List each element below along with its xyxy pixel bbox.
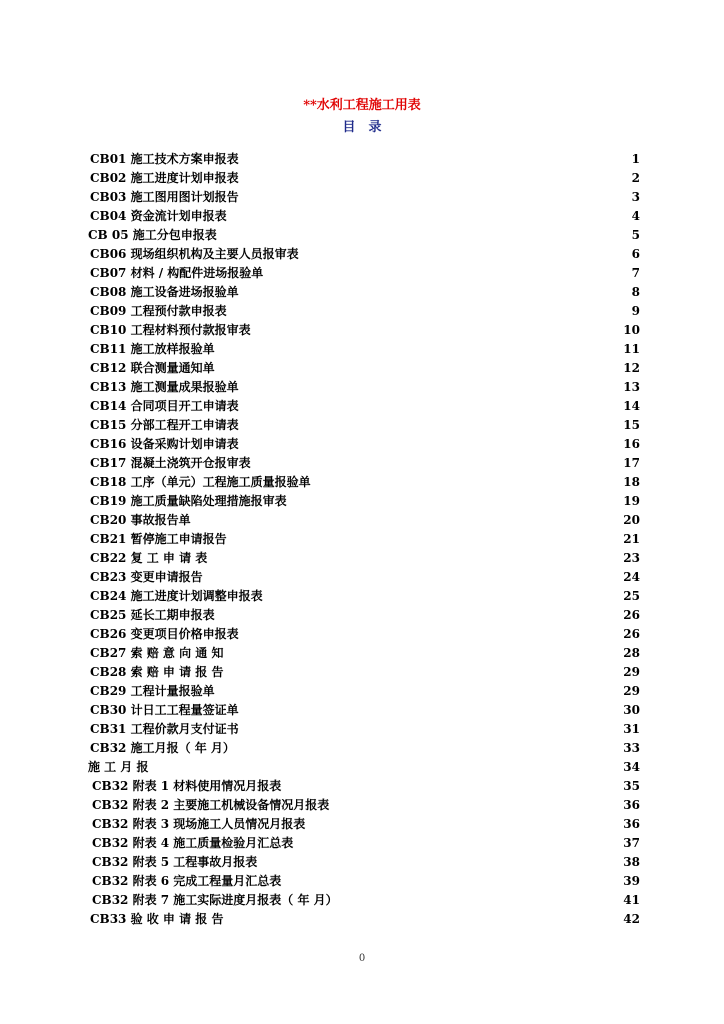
toc-entry-page-number: 29 [623,665,640,679]
toc-entry-page-number: 33 [623,741,640,755]
toc-entry[interactable] [88,910,640,929]
toc-entry[interactable] [88,663,640,682]
toc-entry[interactable] [88,340,640,359]
toc-entry[interactable] [88,226,640,245]
toc-entry[interactable] [88,739,640,758]
toc-entry-label: CB06 现场组织机构及主要人员报审表 [90,247,299,261]
toc-entry-label: CB32 附表 4 施工质量检验月汇总表 [92,836,294,850]
toc-entry-label: CB26 变更项目价格申报表 [90,627,239,641]
toc-entry[interactable] [88,587,640,606]
toc-entry-label: CB11 施工放样报验单 [90,342,215,356]
toc-entry[interactable] [88,777,640,796]
toc-entry[interactable] [88,473,640,492]
toc-entry-label: CB03 施工图用图计划报告 [90,190,239,204]
toc-entry-label: CB28 索 赔 申 请 报 告 [90,665,224,679]
toc-entry-page-number: 9 [631,304,640,318]
toc-entry[interactable] [88,796,640,815]
toc-entry-page-number: 6 [631,247,640,261]
toc-entry-label: CB27 索 赔 意 向 通 知 [90,646,224,660]
page-number: 0 [358,953,366,964]
toc-entry-page-number: 26 [623,627,640,641]
toc-entry-page-number: 5 [631,228,640,242]
toc-entry-page-number: 20 [623,513,640,527]
toc-entry-page-number: 18 [623,475,640,489]
toc-entry[interactable] [88,302,640,321]
toc-entry-label: CB32 附表 2 主要施工机械设备情况月报表 [92,798,330,812]
toc-entry[interactable] [88,321,640,340]
toc-entry-label: CB31 工程价款月支付证书 [90,722,239,736]
toc-entry[interactable] [88,701,640,720]
toc-entry-page-number: 36 [623,798,640,812]
toc-entry-page-number: 41 [623,893,640,907]
toc-entry-page-number: 16 [623,437,640,451]
toc-entry-page-number: 15 [623,418,640,432]
toc-entry-page-number: 11 [623,342,640,356]
toc-entry-label: 施 工 月 报 [88,760,149,774]
toc-entry-label: CB 05 施工分包申报表 [88,228,217,242]
toc-entry-page-number: 39 [623,874,640,888]
toc-entry-page-number: 28 [623,646,640,660]
toc-entry-page-number: 21 [623,532,640,546]
toc-entry-label: CB29 工程计量报验单 [90,684,215,698]
toc-entry-page-number: 30 [623,703,640,717]
toc-entry-page-number: 10 [623,323,640,337]
toc-entry-label: CB07 材料 / 构配件进场报验单 [90,266,264,280]
toc-entry-page-number: 37 [623,836,640,850]
toc-entry-page-number: 14 [623,399,640,413]
toc-entry-label: CB04 资金流计划申报表 [90,209,227,223]
toc-entry-label: CB21 暂停施工申请报告 [90,532,227,546]
toc-entry[interactable] [88,359,640,378]
toc-entry-label: CB01 施工技术方案申报表 [90,152,239,166]
toc-entry-label: CB14 合同项目开工申请表 [90,399,239,413]
toc-entry[interactable] [88,834,640,853]
table-of-contents [88,150,640,929]
toc-entry-label: CB15 分部工程开工申请表 [90,418,239,432]
toc-entry-label: CB25 延长工期申报表 [90,608,215,622]
toc-entry[interactable] [88,397,640,416]
toc-entry-page-number: 36 [623,817,640,831]
toc-entry-label: CB32 附表 1 材料使用情况月报表 [92,779,282,793]
toc-entry-page-number: 2 [631,171,640,185]
toc-entry-page-number: 26 [623,608,640,622]
toc-entry-label: CB32 附表 5 工程事故月报表 [92,855,258,869]
toc-entry-page-number: 8 [631,285,640,299]
toc-entry-label: CB02 施工进度计划申报表 [90,171,239,185]
toc-entry[interactable] [88,435,640,454]
toc-entry[interactable] [88,188,640,207]
toc-entry-label: CB20 事故报告单 [90,513,191,527]
toc-entry-label: CB32 附表 7 施工实际进度月报表（ 年 月） [92,893,338,907]
toc-entry-page-number: 35 [623,779,640,793]
toc-entry-page-number: 1 [631,152,640,166]
toc-entry-page-number: 19 [623,494,640,508]
toc-entry[interactable] [88,549,640,568]
toc-entry-page-number: 31 [623,722,640,736]
toc-entry[interactable] [88,454,640,473]
toc-entry-label: CB23 变更申请报告 [90,570,203,584]
toc-entry-label: CB24 施工进度计划调整申报表 [90,589,263,603]
toc-entry-label: CB12 联合测量通知单 [90,361,215,375]
toc-entry[interactable] [88,207,640,226]
toc-entry[interactable] [88,758,640,777]
toc-entry-label: CB22 复 工 申 请 表 [90,551,208,565]
toc-entry-label: CB30 计日工工程量签证单 [90,703,239,717]
toc-entry[interactable] [88,720,640,739]
toc-entry[interactable] [88,644,640,663]
toc-entry-page-number: 38 [623,855,640,869]
toc-entry[interactable] [88,853,640,872]
toc-entry[interactable] [88,530,640,549]
toc-entry[interactable] [88,169,640,188]
toc-entry-page-number: 3 [631,190,640,204]
toc-entry[interactable] [88,264,640,283]
toc-entry-label: CB10 工程材料预付款报审表 [90,323,251,337]
toc-entry-label: CB13 施工测量成果报验单 [90,380,239,394]
toc-entry[interactable] [88,606,640,625]
toc-entry[interactable] [88,150,640,169]
toc-entry[interactable] [88,568,640,587]
toc-entry[interactable] [88,245,640,264]
toc-entry[interactable] [88,378,640,397]
toc-entry[interactable] [88,511,640,530]
toc-entry-page-number: 12 [623,361,640,375]
table-of-contents-heading: 目 录 [342,120,382,135]
toc-entry-label: CB32 附表 6 完成工程量月汇总表 [92,874,282,888]
toc-entry[interactable] [88,416,640,435]
toc-entry[interactable] [88,815,640,834]
toc-entry-label: CB19 施工质量缺陷处理措施报审表 [90,494,287,508]
toc-entry-label: CB18 工序（单元）工程施工质量报验单 [90,475,311,489]
toc-entry-page-number: 29 [623,684,640,698]
toc-entry-page-number: 23 [623,551,640,565]
toc-entry-label: CB16 设备采购计划申请表 [90,437,239,451]
toc-entry[interactable] [88,682,640,701]
toc-entry[interactable] [88,872,640,891]
toc-entry-label: CB32 附表 3 现场施工人员情况月报表 [92,817,306,831]
toc-entry-page-number: 34 [623,760,640,774]
toc-entry-page-number: 42 [623,912,640,926]
toc-entry-label: CB32 施工月报（ 年 月） [90,741,235,755]
toc-entry-page-number: 4 [631,209,640,223]
toc-entry[interactable] [88,283,640,302]
toc-entry-page-number: 25 [623,589,640,603]
toc-entry[interactable] [88,492,640,511]
toc-entry-label: CB17 混凝土浇筑开仓报审表 [90,456,251,470]
toc-entry-label: CB08 施工设备进场报验单 [90,285,239,299]
toc-entry[interactable] [88,625,640,644]
document-title: **水利工程施工用表 [303,98,421,113]
toc-entry-label: CB33 验 收 申 请 报 告 [90,912,224,926]
toc-entry-page-number: 17 [623,456,640,470]
toc-entry-label: CB09 工程预付款申报表 [90,304,227,318]
toc-entry[interactable] [88,891,640,910]
toc-entry-page-number: 7 [631,266,640,280]
toc-entry-page-number: 13 [623,380,640,394]
toc-entry-page-number: 24 [623,570,640,584]
